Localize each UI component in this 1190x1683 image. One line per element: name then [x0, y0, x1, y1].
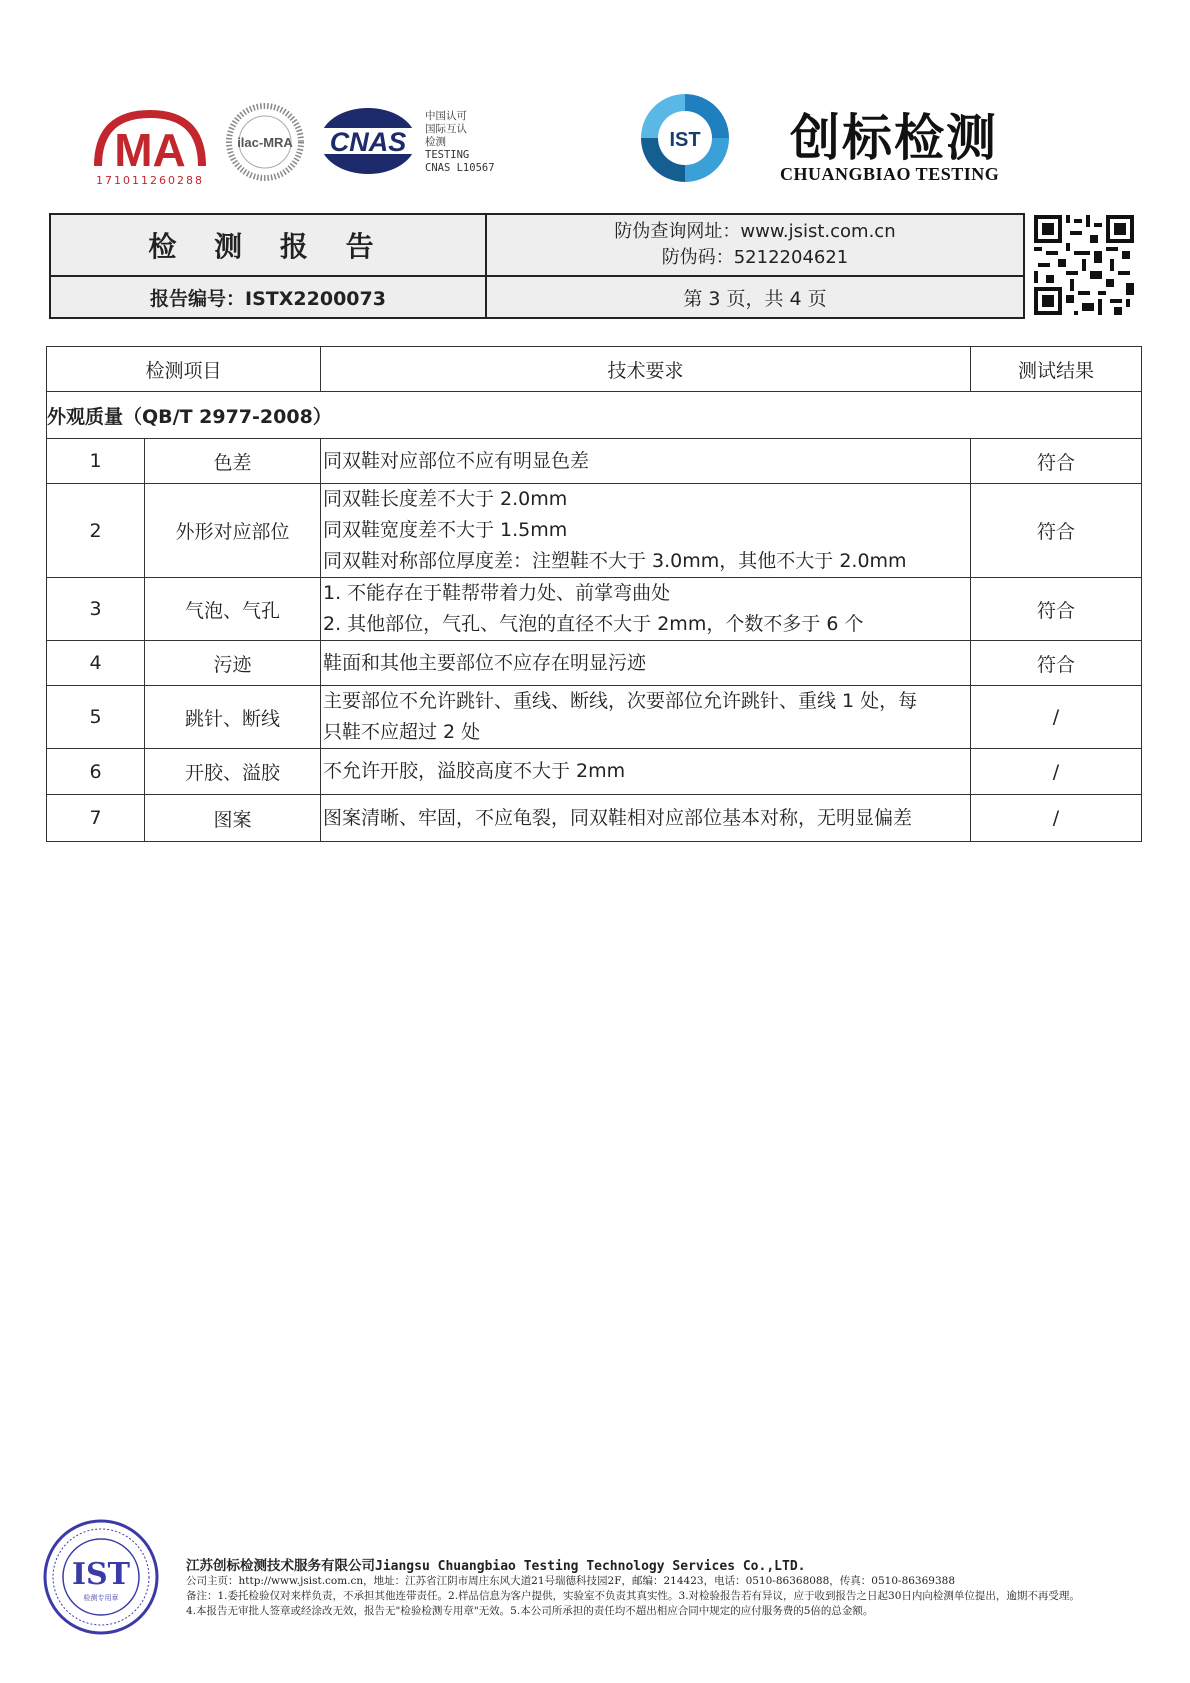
table-row — [47, 578, 1142, 641]
row-number: 6 — [47, 749, 145, 795]
row-item: 气泡、气孔 — [145, 578, 321, 641]
header-test-item: 检测项目 — [47, 347, 321, 392]
section-title: 外观质量（QB/T 2977-2008） — [47, 392, 1142, 439]
svg-text:MA: MA — [114, 124, 186, 176]
table-row — [47, 439, 1142, 484]
cma-number: 171011260288 — [96, 174, 204, 187]
footer-note: 备注：1.委托检验仅对来样负责，不承担其他连带责任。2.样品信息为客户提供，实验室不负责其真实性。3.对检验报告若有异议，应于收到报告之日起30日内向检测单位提出，逾期不再受理。 — [186, 1590, 1080, 1602]
brand-name-cn: 创标检测 — [790, 108, 998, 167]
table-row — [47, 795, 1142, 842]
row-number: 7 — [47, 795, 145, 842]
row-number: 5 — [47, 686, 145, 749]
row-number: 4 — [47, 641, 145, 686]
cnas-logo — [318, 106, 418, 176]
svg-text:CNAS: CNAS — [329, 127, 407, 157]
header-logos — [90, 88, 1130, 198]
row-number: 2 — [47, 484, 145, 578]
row-result: / — [971, 686, 1142, 749]
row-item: 外形对应部位 — [145, 484, 321, 578]
ist-stamp-icon — [42, 1518, 160, 1636]
brand-name-en: CHUANGBIAO TESTING — [780, 164, 1000, 184]
table-row — [47, 749, 1142, 795]
svg-text:IST: IST — [71, 1557, 131, 1592]
ist-logo — [630, 88, 740, 188]
row-result: / — [971, 795, 1142, 842]
header-requirement: 技术要求 — [321, 347, 971, 392]
header-result: 测试结果 — [971, 347, 1142, 392]
footer-info — [186, 1554, 1146, 1619]
row-item: 污迹 — [145, 641, 321, 686]
row-requirement: 同双鞋长度差不大于 2.0mm 同双鞋宽度差不大于 1.5mm 同双鞋对称部位厚度差：注塑鞋不大于 3.0mm，其他不大于 2.0mm — [321, 484, 971, 578]
row-result: 符合 — [971, 578, 1142, 641]
company-contact: 公司主页：http://www.jsist.com.cn，地址：江苏省江阴市周庄东风大道21号瑞德科技园2F，邮编：214423，电话：0510-86368088，传真：0510-86369388 — [186, 1575, 956, 1587]
row-result: 符合 — [971, 484, 1142, 578]
company-name: 江苏创标检测技术服务有限公司Jiangsu Chuangbiao Testing Technology Services Co.,LTD. — [186, 1558, 806, 1574]
table-row — [47, 686, 1142, 749]
row-result: / — [971, 749, 1142, 795]
row-item: 色差 — [145, 439, 321, 484]
cnas-accreditation-text: 中国认可 国际互认 检测 TESTING CNAS L10567 — [425, 110, 495, 174]
qr-code-icon[interactable] — [1034, 215, 1134, 315]
verify-url[interactable]: 防伪查询网址：www.jsist.com.cn — [614, 221, 896, 242]
svg-text:检测专用章: 检测专用章 — [83, 1594, 119, 1602]
ilac-mra-logo — [225, 102, 305, 182]
row-requirement: 图案清晰、牢固，不应龟裂，同双鞋相对应部位基本对称，无明显偏差 — [321, 795, 971, 842]
row-item: 开胶、溢胶 — [145, 749, 321, 795]
row-number: 3 — [47, 578, 145, 641]
row-requirement: 同双鞋对应部位不应有明显色差 — [321, 439, 971, 484]
footer-note: 4.本报告无审批人签章或经涂改无效，报告无"检验检测专用章"无效。5.本公司所承担的责任均不超出相应合同中规定的应付服务费的5倍的总金额。 — [186, 1605, 874, 1617]
cma-logo — [90, 104, 210, 184]
row-requirement: 不允许开胶，溢胶高度不大于 2mm — [321, 749, 971, 795]
row-item: 图案 — [145, 795, 321, 842]
table-header-row — [47, 347, 1142, 392]
row-result: 符合 — [971, 641, 1142, 686]
page-info: 第 3 页，共 4 页 — [683, 287, 827, 310]
section-row — [47, 392, 1142, 439]
svg-text:ilac-MRA: ilac-MRA — [237, 135, 293, 150]
verify-code: 防伪码：5212204621 — [661, 247, 849, 268]
row-requirement: 1. 不能存在于鞋帮带着力处、前掌弯曲处 2. 其他部位，气孔、气泡的直径不大于 2mm，个数不多于 6 个 — [321, 578, 971, 641]
anti-counterfeit-info — [487, 215, 1023, 275]
row-number: 1 — [47, 439, 145, 484]
report-title: 检 测 报 告 — [148, 230, 388, 263]
report-header-box — [49, 213, 1025, 319]
test-results-table — [46, 346, 1142, 842]
svg-text:IST: IST — [669, 129, 701, 151]
table-row — [47, 484, 1142, 578]
row-result: 符合 — [971, 439, 1142, 484]
row-item: 跳针、断线 — [145, 686, 321, 749]
table-row — [47, 641, 1142, 686]
row-requirement: 主要部位不允许跳针、重线、断线，次要部位允许跳针、重线 1 处，每 只鞋不应超过 2 处 — [321, 686, 971, 749]
row-requirement: 鞋面和其他主要部位不应存在明显污迹 — [321, 641, 971, 686]
report-number: 报告编号：ISTX2200073 — [150, 287, 386, 310]
